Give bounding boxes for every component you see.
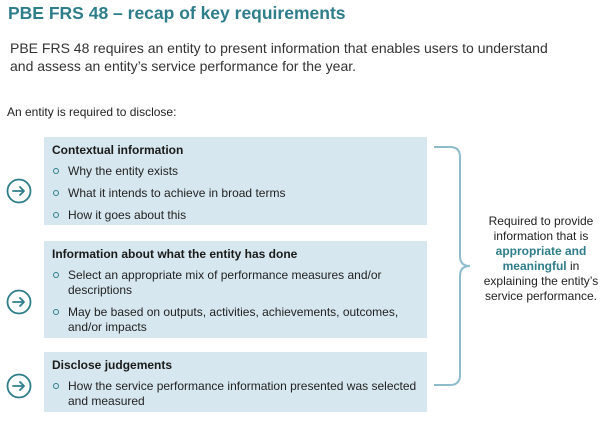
intro-text: PBE FRS 48 requires an entity to present information that enables users to understand and assess an entity’s service performance for the year. (10, 40, 548, 74)
right-brace-icon (432, 143, 472, 389)
circle-arrow-right-icon (6, 178, 32, 204)
section-what-entity-has-done (44, 241, 427, 338)
list-item: What it intends to achieve in broad terms (52, 186, 419, 201)
section-heading: Contextual information (52, 143, 184, 157)
list-item: Why the entity exists (52, 164, 419, 179)
hollow-circle-bullet-icon (53, 272, 59, 278)
section-contextual-information (44, 137, 427, 225)
list-item: May be based on outputs, activities, achievements, outcomes, and/or impacts (52, 305, 419, 335)
side-note: Required to provide information that is appropriate and meaningful in explaining the entity’s service performance. (483, 214, 599, 303)
highlight-text: appropriate and meaningful (495, 244, 587, 273)
hollow-circle-bullet-icon (53, 309, 59, 315)
bullet-list (52, 379, 419, 409)
circle-arrow-right-icon (6, 373, 32, 399)
page-title: PBE FRS 48 – recap of key requirements (8, 3, 346, 23)
lead-text: An entity is required to disclose: (7, 105, 177, 119)
hollow-circle-bullet-icon (53, 212, 59, 218)
hollow-circle-bullet-icon (53, 168, 59, 174)
list-item: How the service performance information presented was selected and measured (52, 379, 419, 409)
bullet-list (52, 268, 419, 335)
bullet-list (52, 164, 419, 223)
hollow-circle-bullet-icon (53, 383, 59, 389)
circle-arrow-right-icon (6, 289, 32, 315)
list-item: How it goes about this (52, 208, 419, 223)
section-disclose-judgements (44, 352, 427, 412)
section-heading: Information about what the entity has done (52, 247, 298, 261)
hollow-circle-bullet-icon (53, 190, 59, 196)
list-item: Select an appropriate mix of performance measures and/or descriptions (52, 268, 419, 298)
section-heading: Disclose judgements (52, 358, 173, 372)
